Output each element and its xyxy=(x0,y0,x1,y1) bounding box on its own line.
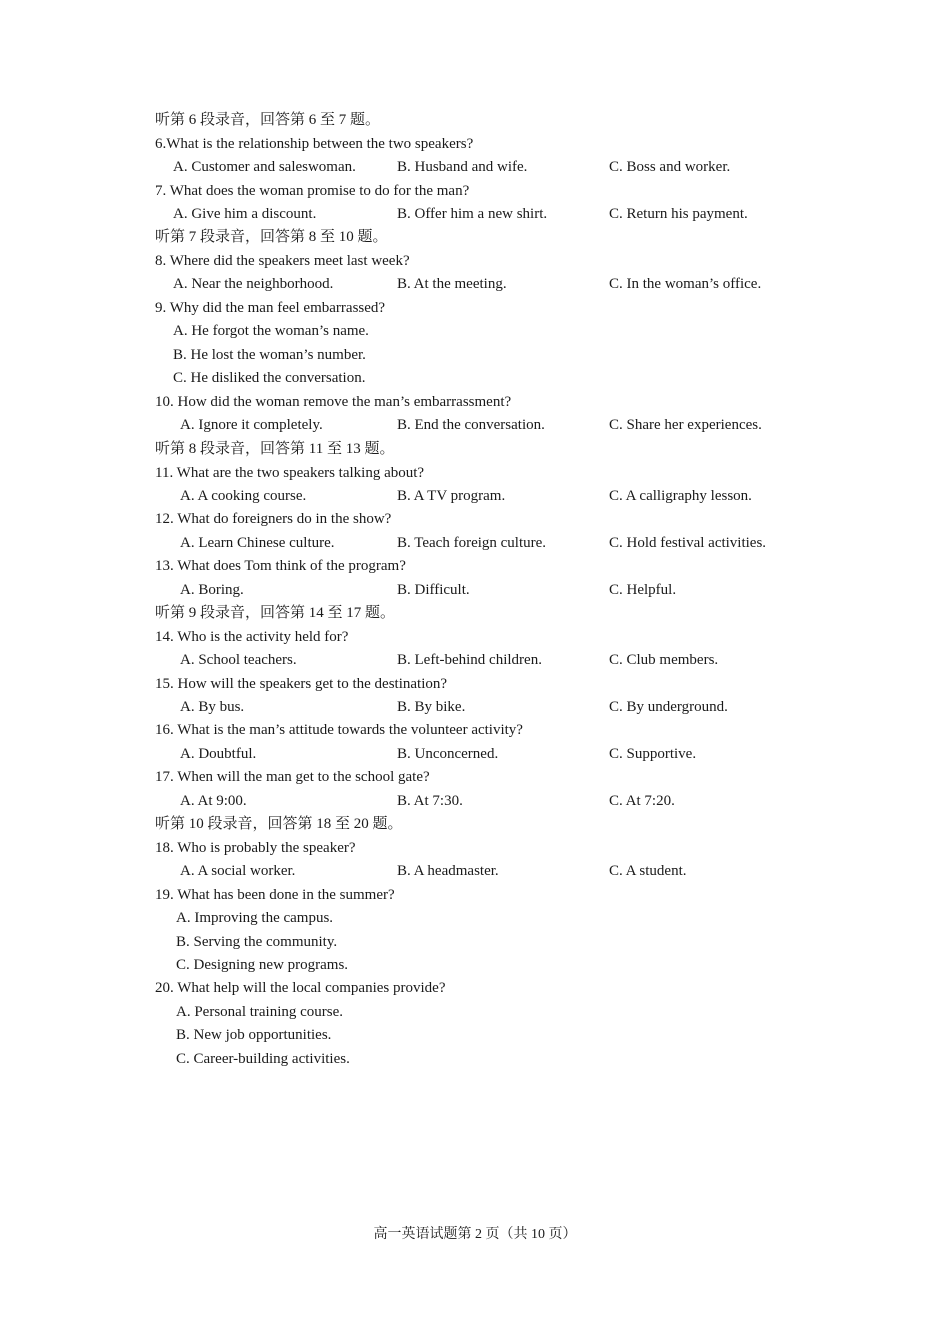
q8-option-a: A. Near the neighborhood. xyxy=(173,276,334,292)
section-heading-10: 听第 10 段录音，回答第 18 至 20 题。 xyxy=(155,816,403,832)
q17-option-a: A. At 9:00. xyxy=(180,793,247,809)
question-6: 6.What is the relationship between the two speakers? xyxy=(155,136,474,152)
q17-option-b: B. At 7:30. xyxy=(397,793,463,809)
question-14: 14. Who is the activity held for? xyxy=(155,629,349,645)
q20-option-a: A. Personal training course. xyxy=(176,1004,344,1020)
q20-option-c: C. Career-building activities. xyxy=(176,1051,350,1067)
question-11: 11. What are the two speakers talking about? xyxy=(155,465,425,481)
q12-option-a: A. Learn Chinese culture. xyxy=(180,535,335,551)
q11-option-c: C. A calligraphy lesson. xyxy=(609,488,752,504)
q16-option-a: A. Doubtful. xyxy=(180,746,257,762)
q17-option-c: C. At 7:20. xyxy=(609,793,675,809)
q6-option-b: B. Husband and wife. xyxy=(397,159,528,175)
question-19: 19. What has been done in the summer? xyxy=(155,887,395,903)
question-17: 17. When will the man get to the school gate? xyxy=(155,769,430,785)
q7-option-c: C. Return his payment. xyxy=(609,206,748,222)
question-15: 15. How will the speakers get to the destination? xyxy=(155,676,448,692)
q15-option-c: C. By underground. xyxy=(609,699,728,715)
q13-option-c: C. Helpful. xyxy=(609,582,677,598)
q6-option-c: C. Boss and worker. xyxy=(609,159,731,175)
q16-option-b: B. Unconcerned. xyxy=(397,746,499,762)
q13-option-b: B. Difficult. xyxy=(397,582,470,598)
question-9: 9. Why did the man feel embarrassed? xyxy=(155,300,386,316)
q15-option-b: B. By bike. xyxy=(397,699,466,715)
question-7: 7. What does the woman promise to do for the man? xyxy=(155,183,470,199)
question-16: 16. What is the man’s attitude towards the volunteer activity? xyxy=(155,722,523,738)
q14-option-b: B. Left-behind children. xyxy=(397,652,542,668)
q16-option-c: C. Supportive. xyxy=(609,746,697,762)
q18-option-c: C. A student. xyxy=(609,863,687,879)
q7-option-b: B. Offer him a new shirt. xyxy=(397,206,548,222)
q9-option-a: A. He forgot the woman’s name. xyxy=(173,323,369,339)
q9-option-c: C. He disliked the conversation. xyxy=(173,370,366,386)
q8-option-c: C. In the woman’s office. xyxy=(609,276,762,292)
q14-option-a: A. School teachers. xyxy=(180,652,297,668)
q10-option-c: C. Share her experiences. xyxy=(609,417,762,433)
question-18: 18. Who is probably the speaker? xyxy=(155,840,356,856)
q19-option-a: A. Improving the campus. xyxy=(176,910,334,926)
q11-option-b: B. A TV program. xyxy=(397,488,506,504)
q7-option-a: A. Give him a discount. xyxy=(173,206,317,222)
q19-option-c: C. Designing new programs. xyxy=(176,957,349,973)
q8-option-b: B. At the meeting. xyxy=(397,276,507,292)
q20-option-b: B. New job opportunities. xyxy=(176,1027,332,1043)
q19-option-b: B. Serving the community. xyxy=(176,934,338,950)
question-20: 20. What help will the local companies provide? xyxy=(155,980,446,996)
q11-option-a: A. A cooking course. xyxy=(180,488,307,504)
question-12: 12. What do foreigners do in the show? xyxy=(155,511,392,527)
question-10: 10. How did the woman remove the man’s embarrassment? xyxy=(155,394,512,410)
q14-option-c: C. Club members. xyxy=(609,652,719,668)
question-8: 8. Where did the speakers meet last week? xyxy=(155,253,410,269)
section-heading-9: 听第 9 段录音，回答第 14 至 17 题。 xyxy=(155,605,396,621)
q15-option-a: A. By bus. xyxy=(180,699,245,715)
section-heading-8: 听第 8 段录音，回答第 11 至 13 题。 xyxy=(155,441,395,457)
q18-option-a: A. A social worker. xyxy=(180,863,296,879)
q10-option-b: B. End the conversation. xyxy=(397,417,545,433)
q12-option-b: B. Teach foreign culture. xyxy=(397,535,547,551)
q6-option-a: A. Customer and saleswoman. xyxy=(173,159,356,175)
q12-option-c: C. Hold festival activities. xyxy=(609,535,767,551)
section-heading-7: 听第 7 段录音，回答第 8 至 10 题。 xyxy=(155,229,388,245)
page-footer: 高一英语试题第 2 页（共 10 页） xyxy=(373,1227,577,1242)
question-13: 13. What does Tom think of the program? xyxy=(155,558,406,574)
q9-option-b: B. He lost the woman’s number. xyxy=(173,347,366,363)
q18-option-b: B. A headmaster. xyxy=(397,863,499,879)
section-heading-6: 听第 6 段录音，回答第 6 至 7 题。 xyxy=(155,112,381,128)
q10-option-a: A. Ignore it completely. xyxy=(180,417,323,433)
q13-option-a: A. Boring. xyxy=(180,582,244,598)
